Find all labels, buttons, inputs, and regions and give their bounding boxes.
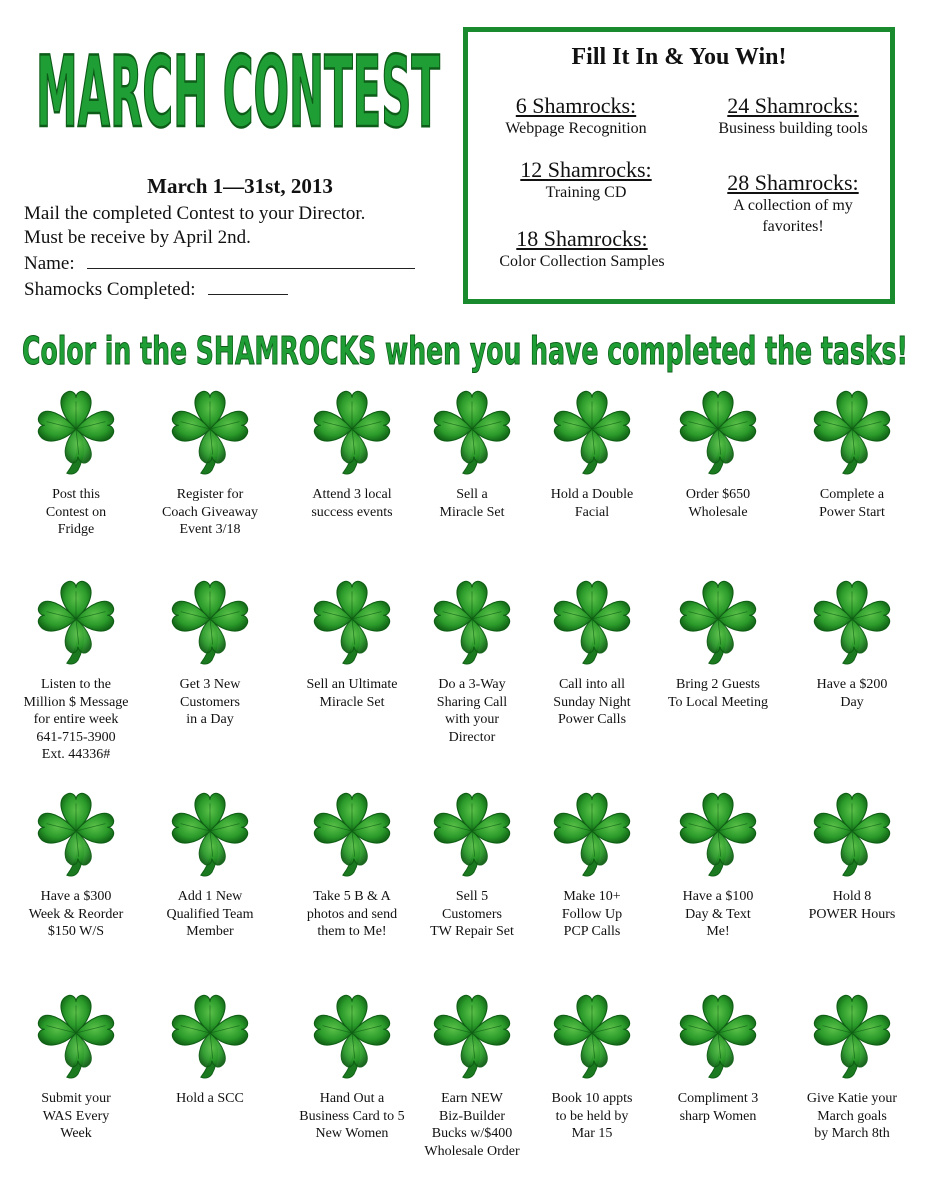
task-cell[interactable] — [792, 568, 912, 711]
mail-instruction: Mail the completed Contest to your Director. — [24, 203, 366, 224]
shamrock-icon[interactable] — [164, 982, 256, 1084]
task-label: Hand Out a Business Card to 5 New Women — [299, 1091, 405, 1141]
name-row — [24, 250, 454, 276]
prize-24 — [693, 94, 893, 139]
task-label: Get 3 New Customers in a Day — [179, 677, 241, 727]
task-cell[interactable] — [792, 780, 912, 923]
task-label: Compliment 3 sharp Women — [677, 1091, 759, 1124]
task-cell[interactable] — [532, 982, 652, 1143]
task-label: Have a $200 Day — [816, 677, 888, 710]
task-label: Give Katie your March goals by March 8th — [806, 1091, 898, 1141]
shamrock-icon[interactable] — [672, 982, 764, 1084]
shamrock-icon[interactable] — [306, 780, 398, 882]
prize-reward: Color Collection Samples — [499, 253, 665, 270]
task-cell[interactable] — [150, 378, 270, 539]
contest-dates: March 1—31st, 2013 — [147, 174, 333, 198]
deadline-instruction: Must be receive by April 2nd. — [24, 227, 251, 248]
prize-count: 12 Shamrocks: — [520, 157, 652, 182]
task-label: Call into all Sunday Night Power Calls — [553, 677, 631, 727]
task-label: Bring 2 Guests To Local Meeting — [667, 677, 769, 710]
shamrock-icon[interactable] — [426, 780, 518, 882]
contest-title — [28, 22, 448, 147]
prize-28 — [693, 171, 893, 237]
task-cell[interactable] — [292, 780, 412, 941]
prize-count: 6 Shamrocks: — [515, 93, 637, 118]
task-label: Have a $100 Day & Text Me! — [682, 889, 754, 939]
task-label: Submit your WAS Every Week — [41, 1091, 111, 1141]
shamrock-icon[interactable] — [164, 780, 256, 882]
task-cell[interactable] — [658, 780, 778, 941]
title-text: MARCH CONTEST — [36, 36, 441, 147]
prizes-box — [463, 27, 895, 304]
task-label: Hold a SCC — [176, 1091, 244, 1106]
shamrock-icon[interactable] — [546, 780, 638, 882]
task-cell[interactable] — [16, 568, 136, 764]
task-cell[interactable] — [658, 568, 778, 711]
completed-label: Shamocks Completed: — [24, 279, 196, 300]
shamrock-icon[interactable] — [30, 568, 122, 670]
task-cell[interactable] — [658, 378, 778, 521]
name-label: Name: — [24, 253, 75, 274]
task-label: Register for Coach Giveaway Event 3/18 — [161, 487, 259, 537]
shamrock-icon[interactable] — [806, 982, 898, 1084]
task-label: Have a $300 Week & Reorder $150 W/S — [28, 889, 124, 939]
task-label: Sell a Miracle Set — [439, 487, 505, 520]
task-cell[interactable] — [412, 378, 532, 521]
prizes-heading: Fill It In & You Win! — [571, 44, 787, 70]
prize-count: 18 Shamrocks: — [516, 226, 648, 251]
task-cell[interactable] — [532, 780, 652, 941]
prize-reward: Webpage Recognition — [505, 120, 647, 137]
instruction-banner — [18, 320, 912, 380]
task-cell[interactable] — [16, 982, 136, 1143]
task-cell[interactable] — [532, 378, 652, 521]
shamrock-icon[interactable] — [426, 568, 518, 670]
shamrock-icon[interactable] — [30, 378, 122, 480]
shamrock-icon[interactable] — [806, 780, 898, 882]
prize-12 — [476, 158, 696, 203]
prize-count: 24 Shamrocks: — [727, 93, 859, 118]
prize-reward: A collection of my favorites! — [733, 197, 853, 235]
prize-count: 28 Shamrocks: — [727, 170, 859, 195]
task-label: Book 10 appts to be held by Mar 15 — [551, 1091, 633, 1141]
task-label: Post this Contest on Fridge — [45, 487, 107, 537]
name-field[interactable] — [87, 250, 415, 269]
task-cell[interactable] — [150, 982, 270, 1108]
task-cell[interactable] — [792, 982, 912, 1143]
task-label: Hold a Double Facial — [550, 487, 634, 520]
task-label: Sell an Ultimate Miracle Set — [306, 677, 398, 710]
task-label: Earn NEW Biz-Builder Bucks w/$400 Wholesale Order — [424, 1091, 520, 1159]
task-label: Take 5 B & A photos and send them to Me! — [306, 889, 398, 939]
shamrock-icon[interactable] — [306, 378, 398, 480]
task-label: Do a 3-Way Sharing Call with your Director — [436, 677, 508, 745]
shamrock-icon[interactable] — [30, 982, 122, 1084]
shamrock-icon[interactable] — [164, 568, 256, 670]
shamrock-icon[interactable] — [672, 780, 764, 882]
shamrock-icon[interactable] — [806, 568, 898, 670]
task-label: Sell 5 Customers TW Repair Set — [430, 889, 514, 939]
task-label: Make 10+ Follow Up PCP Calls — [561, 889, 623, 939]
task-cell[interactable] — [412, 780, 532, 941]
shamrock-icon[interactable] — [546, 982, 638, 1084]
prize-18 — [472, 227, 692, 272]
shamrock-icon[interactable] — [426, 982, 518, 1084]
shamrock-icon[interactable] — [546, 378, 638, 480]
completed-row — [24, 276, 454, 302]
task-cell[interactable] — [292, 982, 412, 1143]
shamrock-icon[interactable] — [306, 568, 398, 670]
shamrock-icon[interactable] — [426, 378, 518, 480]
task-label: Add 1 New Qualified Team Member — [166, 889, 254, 939]
task-label: Complete a Power Start — [819, 487, 885, 520]
task-label: Order $650 Wholesale — [685, 487, 751, 520]
prize-reward: Business building tools — [718, 120, 868, 137]
contest-info — [24, 174, 454, 302]
task-cell[interactable] — [412, 568, 532, 746]
task-cell[interactable] — [532, 568, 652, 729]
shamrock-icon[interactable] — [164, 378, 256, 480]
task-label: Listen to the Million $ Message for entire week 641-715-3900 Ext. 44336# — [23, 677, 129, 762]
task-cell[interactable] — [16, 780, 136, 941]
task-cell[interactable] — [150, 568, 270, 729]
shamrock-icon[interactable] — [30, 780, 122, 882]
banner-text: Color in the SHAMROCKS when you have completed the tasks! — [22, 329, 908, 373]
prize-reward: Training CD — [545, 184, 627, 201]
task-cell[interactable] — [792, 378, 912, 521]
shamrock-icon[interactable] — [672, 568, 764, 670]
task-label: Hold 8 POWER Hours — [808, 889, 896, 922]
task-cell[interactable] — [658, 982, 778, 1125]
shamrock-icon[interactable] — [306, 982, 398, 1084]
prize-6 — [476, 94, 676, 139]
completed-field[interactable] — [208, 276, 288, 295]
task-cell[interactable] — [16, 378, 136, 539]
task-label: Attend 3 local success events — [311, 487, 393, 520]
task-cell[interactable] — [150, 780, 270, 941]
shamrock-icon[interactable] — [546, 568, 638, 670]
shamrock-icon[interactable] — [672, 378, 764, 480]
task-cell[interactable] — [412, 982, 532, 1160]
shamrock-icon[interactable] — [806, 378, 898, 480]
task-cell[interactable] — [292, 568, 412, 711]
task-cell[interactable] — [292, 378, 412, 521]
